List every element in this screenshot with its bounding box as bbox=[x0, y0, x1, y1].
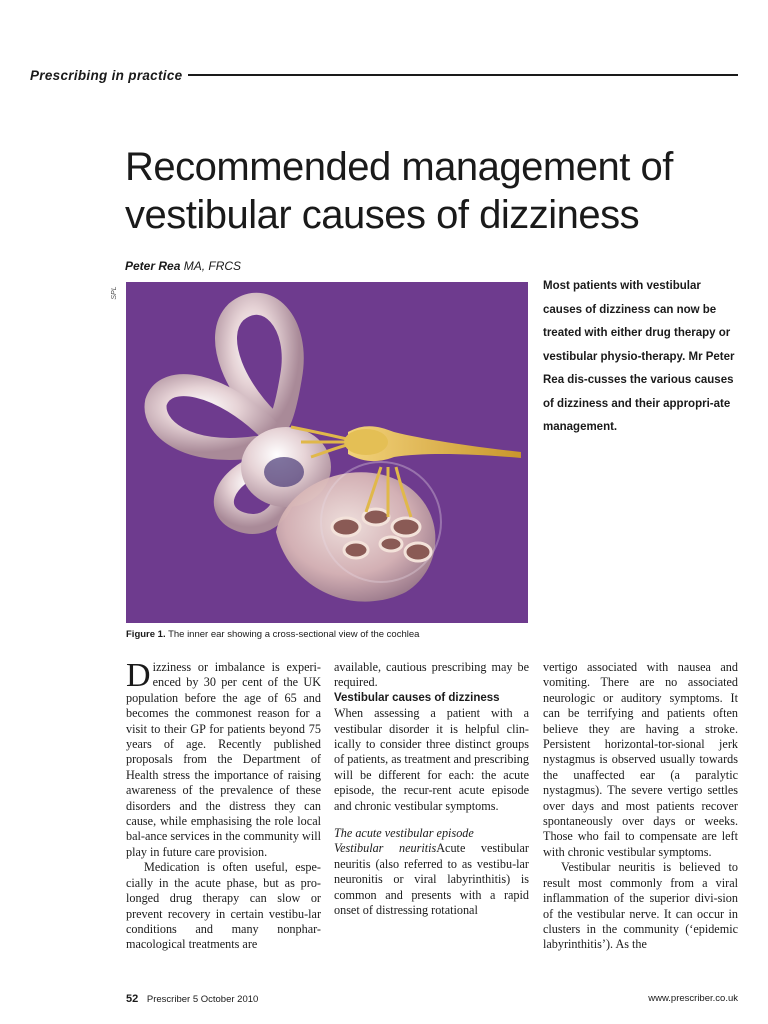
body-column-2 bbox=[334, 660, 529, 919]
website-link[interactable]: www.prescriber.co.uk bbox=[648, 993, 738, 1004]
column-continuation-spacer: available, cautious prescribing may be required. bbox=[334, 660, 529, 690]
subheading-acute-episode: The acute vestibular episode bbox=[334, 826, 474, 841]
body-paragraph-4-continued: vertigo associated with nausea and vomiting. There are no associated neurologic or auditory symptoms. It can be terrifying and patients often believe they are having a stroke. Persistent horizontal-tor-sional jerk nystagmus is observed usually towards the unaffected ear (a paralytic nystagmus). The severe vertigo settles over days and most patients recover spontaneously over days or weeks. Those who fail to compensate are left with chronic vestibular symptoms. bbox=[543, 660, 738, 859]
body-column-3 bbox=[543, 660, 738, 953]
standfirst: Most patients with vestibular causes of dizziness can now be treated with either drug therapy or vestibular physio-therapy. Mr Peter Rea dis-cusses the various causes of dizziness and their appropri-ate management. bbox=[543, 280, 735, 433]
author-qualifications: MA, FRCS bbox=[183, 259, 242, 273]
author-name: Peter Rea bbox=[125, 259, 181, 273]
photo-credit: SPL bbox=[111, 286, 118, 300]
body-paragraph-1-text: izziness or imbalance is experi-enced by 30 per cent of the UK population before the age of 65 and becomes the commonest reason for a visit to their GP for patients beyond 75 years of age. Recently published proposals from the Department of Health stress the importance of raising awareness of the prevalence of these disorders and the distress they can cause, while emphasising the role local bal-ance services in the community will play in future care provision. bbox=[126, 660, 321, 859]
figure-label: Figure 1. bbox=[126, 629, 166, 640]
inner-ear-illustration bbox=[126, 282, 528, 623]
body-paragraph-4 bbox=[334, 841, 529, 918]
page-footer bbox=[126, 993, 738, 1007]
section-header bbox=[30, 66, 738, 84]
title-line-1: Recommended management of bbox=[125, 145, 673, 189]
oval-window bbox=[264, 457, 304, 487]
body-paragraph-1 bbox=[126, 657, 321, 860]
body-paragraph-2: Medication is often useful, espe-cially in the acute phase, but as pro-longed drug therapy can slow or prevent recovery in certain vestibu-lar conditions and many nonphar-macological treatments are bbox=[126, 860, 321, 952]
body-column-1 bbox=[126, 657, 321, 953]
subheading-vestibular-causes: Vestibular causes of dizziness bbox=[334, 691, 500, 704]
figure-caption-text: The inner ear showing a cross-sectional view of the cochlea bbox=[168, 629, 420, 640]
journal-issue: Prescriber 5 October 2010 bbox=[146, 994, 259, 1005]
nerve-ganglion bbox=[344, 429, 388, 455]
title-line-2: vestibular causes of dizziness bbox=[125, 193, 640, 237]
figure-caption bbox=[126, 629, 546, 640]
body-paragraph-4-text: Acute vestibular neuritis (also referred to as vestibu-lar neuronitis or viral labyrinthitis) is common and presents with a rapid onset of distressing rotational bbox=[334, 841, 529, 918]
article-title bbox=[125, 143, 745, 239]
run-in-heading: Vestibular neuritis bbox=[334, 841, 437, 856]
body-paragraph-5: Vestibular neuritis is believed to result most commonly from a viral inflammation of the superior divi-sion of the vestibular nerve. It can occur in clusters in the community (‘epidemic labyrinthitis’). As the bbox=[543, 860, 738, 952]
drop-cap: D bbox=[126, 657, 151, 694]
author-byline bbox=[125, 259, 241, 273]
body-paragraph-3: When assessing a patient with a vestibular disorder it is helpful clin-ically to consider three distinct groups of patients, as treatment and prescribing will be different for each: the acute episode, the recur-rent acute episode and chronic vestibular symptoms. bbox=[334, 706, 529, 813]
section-label: Prescribing in practice bbox=[30, 67, 183, 83]
page-number: 52 bbox=[126, 993, 139, 1005]
inner-ear-figure bbox=[126, 282, 528, 623]
section-rule bbox=[188, 74, 738, 76]
